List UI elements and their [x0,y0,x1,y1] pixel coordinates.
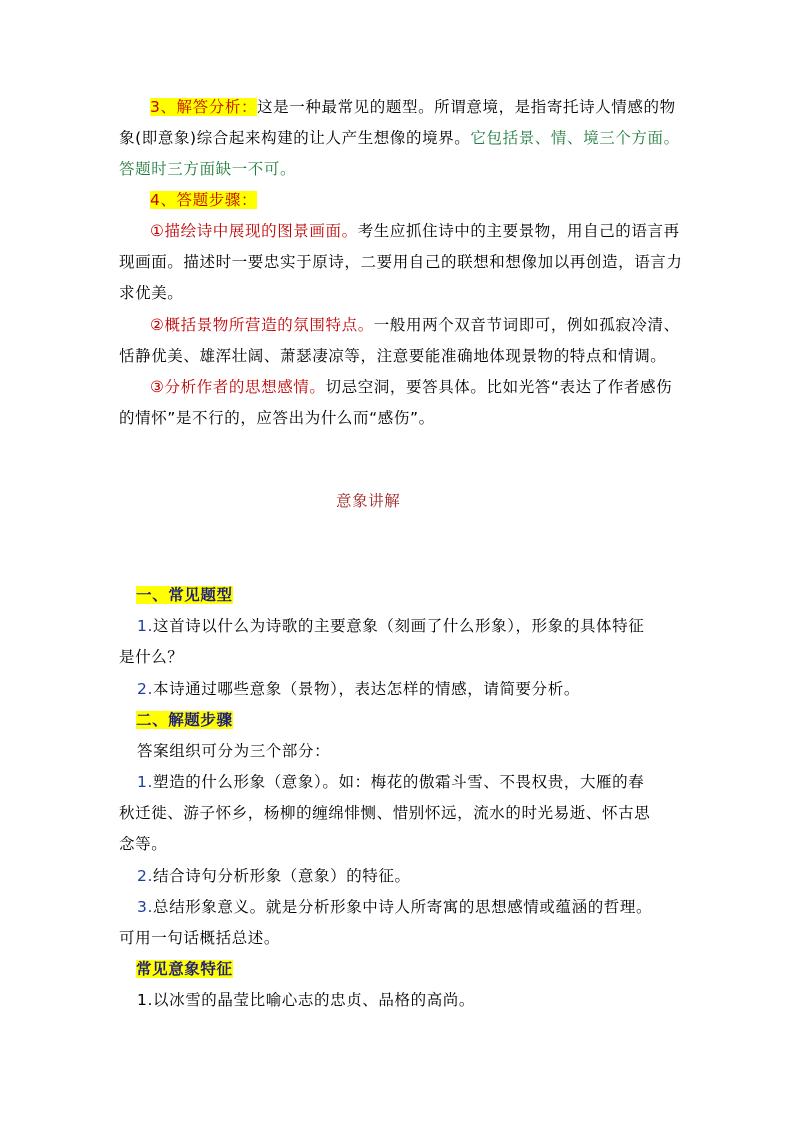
s3-text-b: 可用一句话概括总述。 [119,929,281,947]
q2-line [137,678,580,700]
s1-line2 [119,802,650,824]
step1-line3 [119,282,183,304]
s1-text-c: 念等。 [119,835,168,853]
step3-line2 [119,407,435,429]
step1-text-c: 求优美。 [119,284,184,302]
step3-heading: ③分析作者的思想感情。 [150,378,326,396]
step2-heading: ②概括景物所营造的氛围特点。 [150,316,374,334]
q2-text: 本诗通过哪些意象（景物），表达怎样的情感，请简要分析。 [153,680,580,698]
item3-text-b: 象(即意象)综合起来构建的让人产生想像的境界。 [119,129,471,147]
item3-label: 3、解答分析： [150,98,258,116]
step3-text-a: 切忌空洞，要答具体。比如光答“表达了作者感伤 [325,378,673,396]
step1-line2 [119,251,683,273]
s1-line1 [137,771,644,793]
step1-line1 [150,220,680,242]
q1-text-b: 是什么？ [119,648,184,666]
q1-line2 [119,646,183,668]
f1-number: 1. [137,991,153,1009]
step3-text-b: 的情怀”是不行的，应答出为什么而“感伤”。 [119,409,435,427]
item4-line [150,189,257,211]
step1-text-a: 考生应抓住诗中的主要景物，用自己的语言再 [357,222,680,240]
item3-line2 [119,127,680,149]
s1-text-b: 秋迁徙、游子怀乡，杨柳的缠绵悱恻、惜别怀远，流水的时光易逝、怀古思 [119,804,651,822]
f1-text: 以冰雪的晶莹比喻心志的忠贞、品格的高尚。 [153,991,476,1009]
s2-line [137,865,411,887]
part2-heading: 二、解题步骤 [136,711,233,729]
s3-text-a: 总结形象意义。就是分析形象中诗人所寄寓的思想感情或蕴涵的哲理。 [153,898,653,916]
s2-number: 2. [137,867,153,885]
q2-number: 2. [137,680,153,698]
s1-line3 [119,833,167,855]
item4-label: 4、答题步骤： [150,191,258,209]
q1-number: 1. [137,617,153,635]
q1-text-a: 这首诗以什么为诗歌的主要意象（刻画了什么形象），形象的具体特征 [153,617,645,635]
part3-heading-line [136,958,233,980]
part1-heading-line [136,584,233,606]
step1-text-b: 现画面。描述时一要忠实于原诗，二要用自己的联想和想像加以再创造，语言力 [119,253,683,271]
part3-heading: 常见意象特征 [136,960,233,978]
item3-green-a: 它包括景、情、境三个方面。 [470,129,680,147]
part2-heading-line [136,709,233,731]
s1-number: 1. [137,773,153,791]
item3-green-b: 答题时三方面缺一不可。 [119,160,297,178]
step1-heading: ①描绘诗中展现的图景画面。 [150,222,358,240]
item3-line3 [119,158,296,180]
s2-text: 结合诗句分析形象（意象）的特征。 [153,867,411,885]
s3-line2 [119,927,280,949]
part2-intro: 答案组织可分为三个部分： [137,742,331,760]
part1-heading: 一、常见题型 [136,586,233,604]
section-title: 意象讲解 [336,492,401,510]
step2-line2 [119,345,666,367]
f1-line [137,989,475,1011]
step2-text-b: 恬静优美、雄浑壮阔、萧瑟凄凉等，注意要能准确地体现景物的特点和情调。 [119,347,667,365]
item3-text-a: 这是一种最常见的题型。所谓意境，是指寄托诗人情感的物 [257,98,676,116]
q1-line1 [137,615,644,637]
s1-text-a: 塑造的什么形象（意象）。如：梅花的傲霜斗雪、不畏权贵，大雁的春 [153,773,645,791]
s3-line1 [137,896,652,918]
s3-number: 3. [137,898,153,916]
step3-line1 [150,376,672,398]
step2-line1 [150,314,680,336]
step2-text-a: 一般用两个双音节词即可，例如孤寂冷清、 [373,316,680,334]
item3-line1 [150,96,676,118]
